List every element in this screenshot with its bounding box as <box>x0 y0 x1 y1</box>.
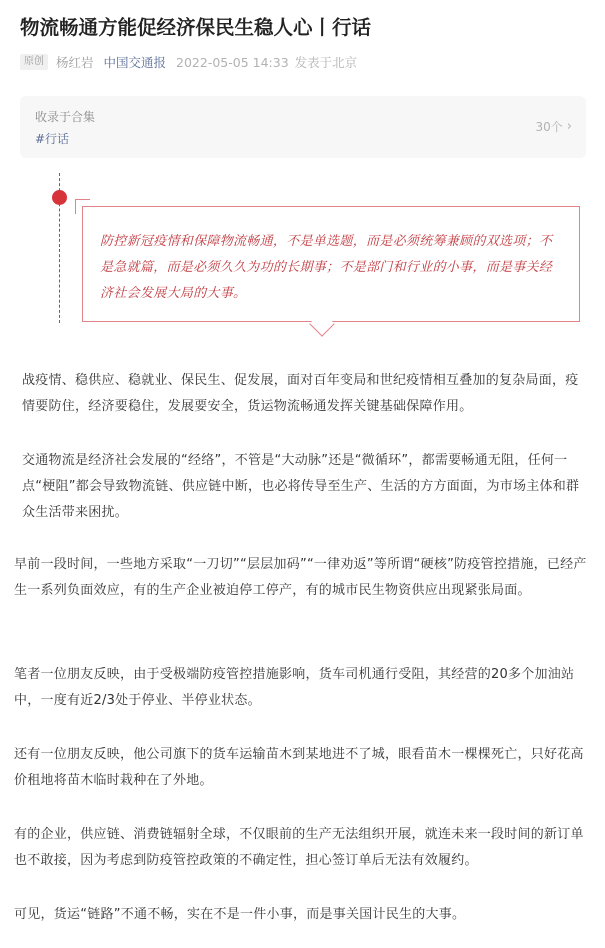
chevron-right-icon: › <box>566 119 572 134</box>
publish-location: 发表于北京 <box>294 55 358 70</box>
collection-tag[interactable]: #行话 <box>35 132 70 146</box>
publish-time: 2022-05-05 14:33 <box>176 54 289 70</box>
article-title: 物流畅通方能促经济保民生稳人心丨行话 <box>20 16 372 39</box>
quote-text: 防控新冠疫情和保障物流畅通，不是单选题，而是必须统筹兼顾的双选项；不是急就篇，而是必须久久为功的长期事；不是部门和行业的小事，而是事关经济社会发展大局的大事。 <box>100 234 553 301</box>
collection-count: 30个 <box>535 120 563 134</box>
paragraph: 交通物流是经济社会发展的“经络”，不管是“大动脉”还是“微循环”，都需要畅通无阻，任何一点“梗阻”都会导致物流链、供应链中断，也必将传导至生产、生活的方方面面，为市场主体和群众生活带来困扰。 <box>22 453 580 520</box>
collection-count-link[interactable] <box>536 118 572 135</box>
collection-label: 收录于合集 <box>35 110 96 124</box>
account-link[interactable]: 中国交通报 <box>103 55 167 70</box>
paragraph: 还有一位朋友反映，他公司旗下的货车运输苗木到某地进不了城，眼看苗木一棵棵死亡，只好花高价租地将苗木临时栽种在了外地。 <box>14 747 584 788</box>
original-badge: 原创 <box>20 54 48 70</box>
quote-pointer <box>309 311 334 336</box>
quote-box <box>82 206 580 322</box>
quote-dot-icon <box>52 190 67 205</box>
paragraph: 早前一段时间，一些地方采取“一刀切”“层层加码”“一律劝返”等所谓“硬核”防疫管控措施，已经产生一系列负面效应，有的生产企业被迫停工停产，有的城市民生物资供应出现紧张局面。 <box>14 557 587 598</box>
paragraph: 可见，货运“链路”不通不畅，实在不是一件小事，而是事关国计民生的大事。 <box>14 907 466 922</box>
author-name: 杨红岩 <box>56 55 94 70</box>
collection-card[interactable] <box>20 96 586 158</box>
article-meta <box>20 52 357 72</box>
paragraph: 有的企业，供应链、消费链辐射全球，不仅眼前的生产无法组织开展，就连未来一段时间的新订单也不敢接，因为考虑到防疫管控政策的不确定性，担心签订单后无法有效履约。 <box>14 827 584 868</box>
paragraph: 战疫情、稳供应、稳就业、保民生、促发展，面对百年变局和世纪疫情相互叠加的复杂局面，疫情要防住，经济要稳住，发展要安全，货运物流畅通发挥关键基础保障作用。 <box>22 373 579 414</box>
pull-quote <box>0 168 605 348</box>
paragraph: 笔者一位朋友反映，由于受极端防疫管控措施影响，货车司机通行受阻，其经营的20多个加油站中，一度有近2/3处于停业、半停业状态。 <box>14 667 575 708</box>
